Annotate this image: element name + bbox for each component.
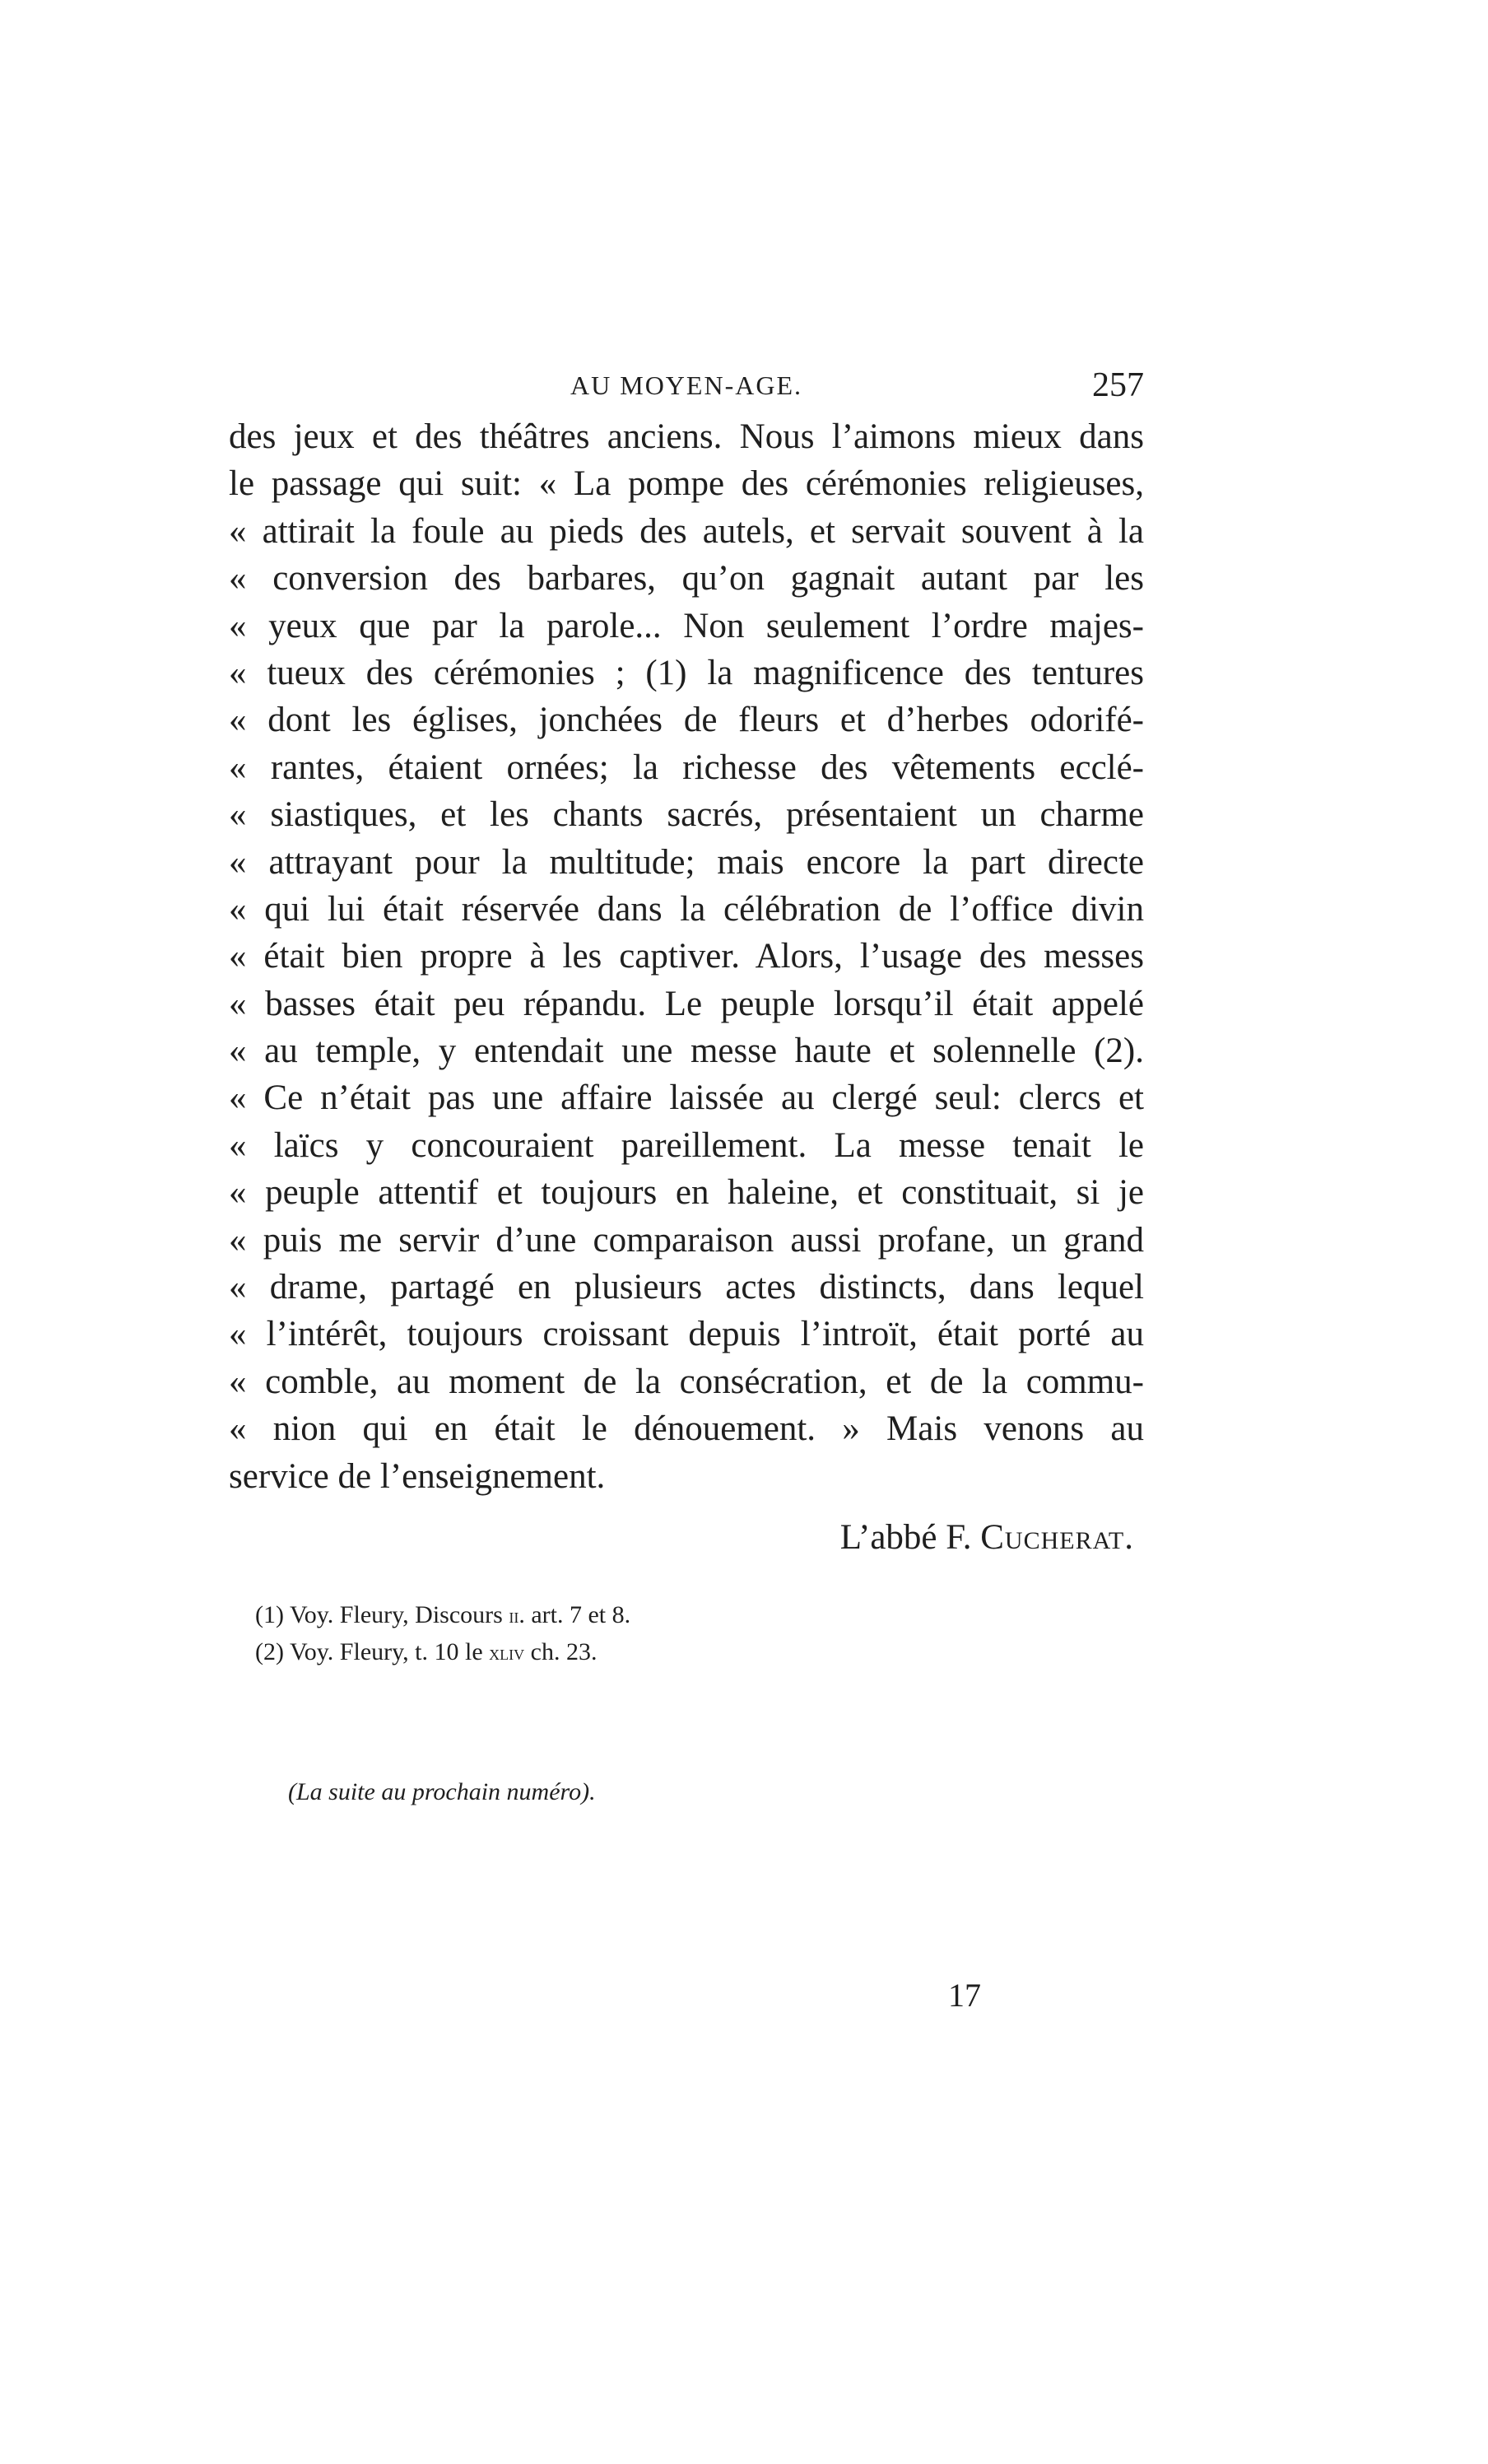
text-line: « dont les églises, jonchées de fleurs et d’herbes odorifé- bbox=[229, 701, 1144, 740]
text-line: « yeux que par la parole... Non seulement l’ordre majes- bbox=[229, 606, 1144, 645]
footnote-text: Voy. Fleury, t. 10 le bbox=[289, 1638, 490, 1665]
text-line: « attirait la foule au pieds des autels, et servait souvent à la bbox=[229, 511, 1144, 551]
footnote-number: (1) bbox=[255, 1601, 284, 1628]
text-line: « était bien propre à les captiver. Alors, l’usage des messes bbox=[229, 937, 1144, 976]
text-line: « rantes, étaient ornées; la richesse des vêtements ecclé- bbox=[229, 748, 1144, 787]
footnote-roman: xliv bbox=[489, 1641, 525, 1665]
text-line: « laïcs y concouraient pareillement. La messe tenait le bbox=[229, 1125, 1144, 1165]
text-line: « basses était peu répandu. Le peuple lorsqu’il était appelé bbox=[229, 984, 1144, 1023]
text-line: des jeux et des théâtres anciens. Nous l’aimons mieux dans bbox=[229, 417, 1144, 456]
text-line: « conversion des barbares, qu’on gagnait autant par les bbox=[229, 559, 1144, 599]
footnote bbox=[255, 1597, 914, 1634]
text-line: « tueux des cérémonies ; (1) la magnificence des tentures bbox=[229, 653, 1144, 692]
text-line: « au temple, y entendait une messe haute et solennelle (2). bbox=[229, 1032, 1144, 1071]
text-line: le passage qui suit: « La pompe des cérémonies religieuses, bbox=[229, 464, 1144, 504]
footnote-number: (2) bbox=[255, 1638, 284, 1665]
signature-prefix: L’abbé F. bbox=[839, 1518, 981, 1557]
text-line: « nion qui en était le dénouement. » Mais venons au bbox=[229, 1409, 1144, 1449]
running-title: AU MOYEN-AGE. bbox=[570, 370, 802, 400]
text-line: « attrayant pour la multitude; mais encore la part directe bbox=[229, 842, 1144, 882]
text-line: « comble, au moment de la consécration, et de la commu- bbox=[229, 1362, 1144, 1401]
footnote-roman: ii bbox=[509, 1604, 519, 1628]
running-head bbox=[229, 362, 1144, 412]
footnote-text-end: ch. 23. bbox=[524, 1638, 598, 1665]
footnote-text: Voy. Fleury, Discours bbox=[289, 1601, 509, 1628]
signature-mark: 17 bbox=[948, 1977, 981, 2014]
author-signature bbox=[229, 1513, 1134, 1563]
text-line: « l’intérêt, toujours croissant depuis l’introït, était porté au bbox=[229, 1315, 1144, 1354]
footnote bbox=[255, 1634, 914, 1671]
footnote-text-end: . art. 7 et 8. bbox=[518, 1601, 631, 1628]
page-number: 257 bbox=[1092, 366, 1144, 404]
text-line: « siastiques, et les chants sacrés, présentaient un charme bbox=[229, 795, 1144, 835]
text-line: « puis me servir d’une comparaison aussi profane, un grand bbox=[229, 1220, 1144, 1260]
continuation-note: (La suite au prochain numéro). bbox=[288, 1778, 596, 1805]
text-line: « peuple attentif et toujours en haleine, et constituait, si je bbox=[229, 1173, 1144, 1213]
body-text bbox=[229, 413, 1144, 1500]
text-line: service de l’enseignement. bbox=[229, 1456, 606, 1496]
text-line: « Ce n’était pas une affaire laissée au clergé seul: clercs et bbox=[229, 1078, 1144, 1118]
text-line: « qui lui était réservée dans la célébration de l’office divin bbox=[229, 889, 1144, 929]
text-line: « drame, partagé en plusieurs actes distincts, dans lequel bbox=[229, 1268, 1144, 1307]
footnotes bbox=[255, 1597, 914, 1671]
signature-name: Cucherat. bbox=[980, 1518, 1134, 1557]
